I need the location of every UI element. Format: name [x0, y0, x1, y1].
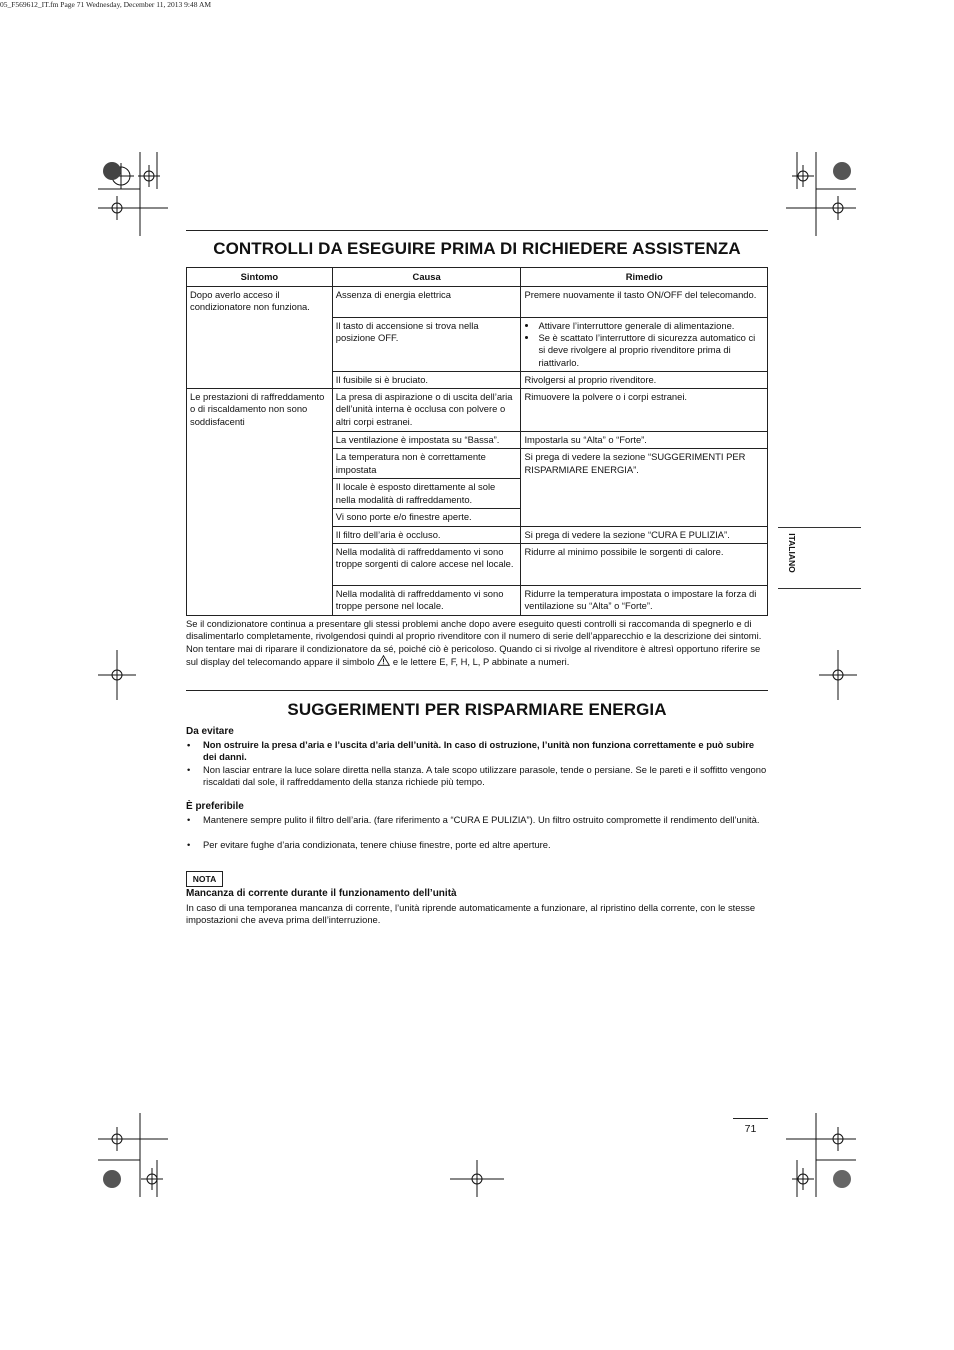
section-title-checks: CONTROLLI DA ESEGUIRE PRIMA DI RICHIEDERE ASSISTENZA [213, 239, 741, 258]
pref-item-1: Mantenere sempre pulito il filtro dell’aria. (fare riferimento a “CURA E PULIZIA”). Un filtro ostruito compromette il rendimento dell’unità. [203, 814, 760, 825]
note-text: In caso di una temporanea mancanza di corrente, l’unità riprende automaticamente a funzionare, al ripristino della corrente, con le stesse impostazioni che aveva prima dell’interruzione. [186, 902, 756, 926]
page-number-rule [733, 1118, 768, 1119]
list-item: • Non ostruire la presa d’aria e l’uscita d’aria dell’unità. In caso di ostruzione, l’unità non funziona correttamente e può subire dei danni. [187, 739, 755, 763]
after-table-text: Se il condizionatore continua a presentare gli stessi problemi anche dopo avere eseguito questi controlli si raccomanda di spegnerlo e di disalimentarlo completamente, rivolgendosi quindi al proprio rivenditore con il numero di serie dell’apparecchio e la descrizione dei sintomi. Non tentare mai di riparare il condizionatore da sé, poiché ciò è pericoloso. Quando ci si rivolge al rivenditore è altresì opportuno riferire se sul display del telecomando appare il simbolo [186, 618, 762, 668]
remedy-cell: Ridurre la temperatura impostata o impostare la forza di ventilazione su “Alta” o “Forte”. [521, 585, 768, 615]
symptom-cell: Dopo averlo acceso il condizionatore non funziona. [187, 287, 333, 389]
cause-cell: Vi sono porte e/o finestre aperte. [332, 509, 521, 526]
troubleshooting-table [186, 267, 768, 616]
remedy-cell: Impostarla su “Alta” o “Forte”. [521, 432, 768, 449]
header-sintomo: Sintomo [187, 268, 333, 287]
symptom-cell: Le prestazioni di raffreddamento o di riscaldamento non sono soddisfacenti [187, 389, 333, 616]
top-rule [186, 230, 768, 231]
cause-cell: Il fusibile si è bruciato. [332, 372, 521, 389]
file-info-header: 05_F569612_IT.fm Page 71 Wednesday, December 11, 2013 9:48 AM [0, 0, 212, 9]
table-row [187, 287, 768, 318]
remedy-cell: Premere nuovamente il tasto ON/OFF del telecomando. [521, 287, 768, 318]
page-number: 71 [744, 1123, 757, 1135]
language-label: ITALIANO [787, 533, 797, 573]
pref-item-2: Per evitare fughe d’aria condizionata, tenere chiuse finestre, porte ed altre aperture. [203, 839, 551, 850]
remedy-cell: Si prega di vedere la sezione “SUGGERIMENTI PER RISPARMIARE ENERGIA”. [521, 449, 768, 526]
cause-cell: La ventilazione è impostata su “Bassa”. [332, 432, 521, 449]
remedy-cell: Ridurre al minimo possibile le sorgenti di calore. [521, 543, 768, 585]
remedy-bullet: • Attivare l’interruttore generale di alimentazione. [538, 320, 764, 332]
avoid-item-1: Non ostruire la presa d’aria e l’uscita d’aria dell’unità. In caso di ostruzione, l’unità non funziona correttamente e può subire dei danni. [203, 739, 755, 763]
section-title-energy: SUGGERIMENTI PER RISPARMIARE ENERGIA [287, 700, 667, 719]
cause-cell: Nella modalità di raffreddamento vi sono troppe sorgenti di calore accese nel locale. [332, 543, 521, 585]
remedy-bullet: • Se è scattato l’interruttore di sicurezza automatico ci si deve rivolgere al proprio rivenditore prima di riattivarlo. [538, 332, 764, 369]
note-heading: Mancanza di corrente durante il funzionamento dell’unità [186, 888, 457, 899]
remedy-cell: Rivolgersi al proprio rivenditore. [521, 372, 768, 389]
table-header-row [187, 268, 768, 287]
header-rimedio: Rimedio [521, 268, 768, 287]
remedy-cell: Rimuovere la polvere o i corpi estranei. [521, 389, 768, 432]
after-table-text-end: e le lettere E, F, H, L, P abbinate a numeri. [392, 656, 570, 668]
note-badge: NOTA [186, 871, 223, 887]
cause-cell: La temperatura non è correttamente impostata [332, 449, 521, 479]
avoid-heading: Da evitare [186, 726, 234, 737]
cause-cell: Il locale è esposto direttamente al sole nella modalità di raffreddamento. [332, 479, 521, 509]
remedy-cell [521, 318, 768, 372]
remedy-cell: Si prega di vedere la sezione “CURA E PULIZIA”. [521, 526, 768, 543]
list-item: • Per evitare fughe d’aria condizionata, tenere chiuse finestre, porte ed altre aperture. [187, 839, 551, 850]
list-item: • Non lasciar entrare la luce solare diretta nella stanza. A tale scopo utilizzare parasole, tende o persiane. Se le pareti e il soffitto vengono riscaldati dal sole, il raffreddamento della stanza richiede più tempo. [187, 764, 767, 788]
avoid-item-2: Non lasciar entrare la luce solare diretta nella stanza. A tale scopo utilizzare parasole, tende o persiane. Se le pareti e il soffitto vengono riscaldati dal sole, il raffreddamento della stanza richiede più tempo. [203, 764, 767, 788]
cause-cell: Il filtro dell’aria è occluso. [332, 526, 521, 543]
table-row [187, 389, 768, 432]
warning-triangle-icon [377, 655, 390, 666]
preferable-heading: È preferibile [186, 801, 244, 812]
cause-cell: Assenza di energia elettrica [332, 287, 521, 318]
cause-cell: Il tasto di accensione si trova nella posizione OFF. [332, 318, 521, 372]
section-rule [186, 690, 768, 691]
list-item: • Mantenere sempre pulito il filtro dell’aria. (fare riferimento a “CURA E PULIZIA”). Un filtro ostruito compromette il rendimento dell’unità. [187, 814, 760, 825]
cause-cell: La presa di aspirazione o di uscita dell’aria dell’unità interna è occlusa con polvere o altri corpi estranei. [332, 389, 521, 432]
after-table-paragraph [186, 618, 768, 669]
cause-cell: Nella modalità di raffreddamento vi sono troppe persone nel locale. [332, 585, 521, 615]
header-causa: Causa [332, 268, 521, 287]
